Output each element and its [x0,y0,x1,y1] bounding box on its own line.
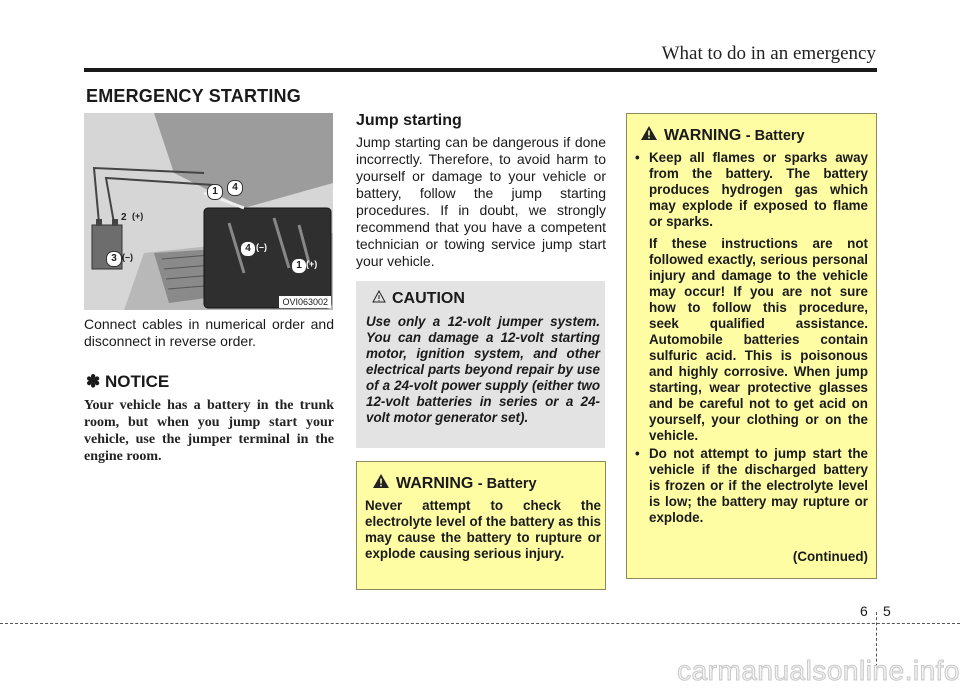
figure-code: OVI063002 [279,296,331,308]
callout-3: 3 [106,251,122,267]
caution-triangle-icon [372,290,386,308]
warning-title: WARNING [396,474,474,492]
sign-minus-inset: (–) [256,242,267,252]
jump-starting-title: Jump starting [356,112,462,129]
running-header: What to do in an emergency [661,43,876,64]
jump-starting-body: Jump starting can be dangerous if done incorrectly. Therefore, to avoid harm to yourself or damage to your vehicle or battery, follow the jump starting procedures. If in doubt, we strongly recommend that you have a competent technician or towing service jump start your vehicle. [356,134,606,269]
notice-body: Your vehicle has a battery in the trunk room, but when you jump start your vehicle, use the jumper terminal in the engine room. [84,398,334,464]
caution-body: Use only a 12-volt jumper system. You can damage a 12-volt starting motor, ignition system, and other electrical parts beyond repair by use of a 24-volt power supply (either two 12-volt batteries in series or a 24-volt motor generator set). [366,314,600,425]
header-rule [84,68,877,72]
caution-box [356,281,605,448]
watermark: carmanualsonline.info [677,655,960,686]
list-item: • Do not attempt to jump start the vehicle if the discharged battery is frozen or if the electrolyte level is low; the battery may rupture or explode. [635,446,868,525]
page-number: 5 [883,603,891,619]
warning-body: Never attempt to check the electrolyte level of the battery as this may cause the battery to rupture or explode causing serious injury. [365,498,601,561]
warning-heading [641,126,805,145]
warning-list [635,150,868,528]
callout-2: 2 [121,212,127,223]
continued-label: (Continued) [792,549,868,564]
section-title: EMERGENCY STARTING [86,86,301,106]
callout-1-inset: 1 [291,258,307,274]
footer-rule [0,623,960,624]
warning-bullet-2: Do not attempt to jump start the vehicle if the discharged battery is frozen or if the electrolyte level is low; the battery may rupture or explode. [649,446,868,525]
warning-subtitle: - Battery [745,127,805,144]
warning-triangle-icon [641,126,657,145]
sign-plus: (+) [132,211,144,221]
sign-minus: (–) [122,252,133,262]
warning-heading [373,474,537,493]
callout-1: 1 [207,184,223,200]
caution-heading [372,290,465,308]
warning-bullet-1-extra: If these instructions are not followed exactly, serious personal injury and damage to the vehicle may occur! If you are not sure how to follow this procedure, seek qualified assistance. Automobile batteries contain sulfuric acid. This is poisonous and highly corrosive. When jump starting, wear protective glasses and be careful not to get acid on yourself, your clothing or on the vehicle. [649,236,868,443]
jump-start-illustration [84,113,333,310]
list-item: • Keep all flames or sparks away from the battery. The battery produces hydrogen gas which may explode if exposed to flame or sparks. If these instructions are not followed exactly, serious personal injury and damage to the vehicle may occur! If you are not sure how to follow this procedure, seek qualified assistance. Automobile batteries contain sulfuric acid. This is poisonous and highly corrosive. When jump starting, wear protective glasses and be careful not to get acid on yourself, your clothing or on the vehicle. [635,150,868,443]
figure-caption: Connect cables in numerical order and disconnect in reverse order. [84,316,334,349]
battery-warning-large [626,113,877,579]
callout-4: 4 [227,180,243,196]
warning-subtitle: - Battery [477,475,537,492]
chapter-number: 6 [860,603,868,619]
notice-title: ✽ NOTICE [86,372,170,391]
battery-warning-small [356,461,606,590]
warning-triangle-icon [373,474,389,493]
callout-4-inset: 4 [240,241,256,257]
sign-plus-inset: (+) [306,259,318,269]
caution-title: CAUTION [392,290,465,307]
warning-title: WARNING [664,126,742,144]
warning-bullet-1: Keep all flames or sparks away from the battery. The battery produces hydrogen gas which may explode if exposed to flame or sparks. [649,150,868,229]
